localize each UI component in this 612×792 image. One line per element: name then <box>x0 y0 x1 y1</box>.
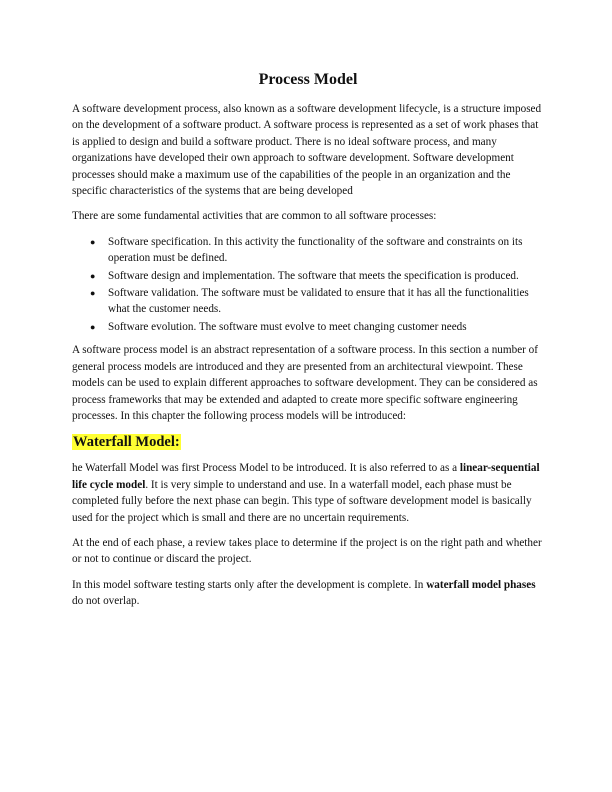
intro-paragraph: A software development process, also known as a software development lifecycle, is a structure imposed on the development of a software product. A software process is represented as a set of work phases that is applied to design and build a software product. There is no ideal software process, and many organizations have developed their own approach to software development. Software development processes should make a maximum use of the capabilities of the people in an organization and the specific characteristics of the systems that are being developed <box>72 103 542 198</box>
bullet-icon: ● <box>90 288 96 299</box>
list-item <box>72 285 544 318</box>
list-item <box>72 268 544 284</box>
bullet-icon: ● <box>90 236 96 247</box>
waterfall-paragraph-1 <box>72 460 544 526</box>
waterfall-paragraph-2: At the end of each phase, a review takes place to determine if the project is on the right path and whether or not to continue or discard the project. <box>72 536 542 566</box>
bullet-icon: ● <box>90 270 96 281</box>
waterfall-heading-text: Waterfall Model: <box>73 434 180 451</box>
document-page <box>72 70 544 619</box>
list-item <box>72 234 544 267</box>
waterfall-p3-text-end: do not overlap. <box>72 595 140 608</box>
waterfall-p1-text: he Waterfall Model was first Process Model to be introduced. It is also referred to as a <box>72 462 460 475</box>
list-item-text: Software specification. In this activity the functionality of the software and constraints on its operation must be defined. <box>108 235 523 265</box>
waterfall-paragraph-3 <box>72 577 544 610</box>
bullet-icon: ● <box>90 321 96 332</box>
list-item <box>72 319 544 335</box>
page-title: Process Model <box>258 71 358 88</box>
activities-list <box>72 234 544 335</box>
process-model-paragraph: A software process model is an abstract representation of a software process. In this section a number of general process models are introduced and they are presented from an architectural viewpoint. These models can be used to explain different approaches to software development. They can be considered as process frameworks that may be extended and adapted to create more specific software engineering processes. In this chapter the following process models will be introduced: <box>72 344 538 422</box>
list-item-text: Software evolution. The software must evolve to meet changing customer needs <box>108 320 467 333</box>
activities-intro: There are some fundamental activities that are common to all software processes: <box>72 210 437 223</box>
list-item-text: Software validation. The software must be validated to ensure that it has all the functionalities what the customer needs. <box>108 287 529 316</box>
waterfall-p3-bold: waterfall model phases <box>426 578 536 591</box>
waterfall-p1-bold: linear-sequential life cycle model <box>72 462 540 491</box>
waterfall-p1-text-end: . It is very simple to understand and use. In a waterfall model, each phase must be completed fully before the next phase can begin. This type of software development model is basically used for the project which is small and there are no uncertain requirements. <box>72 478 532 524</box>
list-item-text: Software design and implementation. The software that meets the specification is produced. <box>108 269 519 282</box>
waterfall-heading <box>72 433 544 451</box>
waterfall-p3-text: In this model software testing starts only after the development is complete. In <box>72 578 427 591</box>
